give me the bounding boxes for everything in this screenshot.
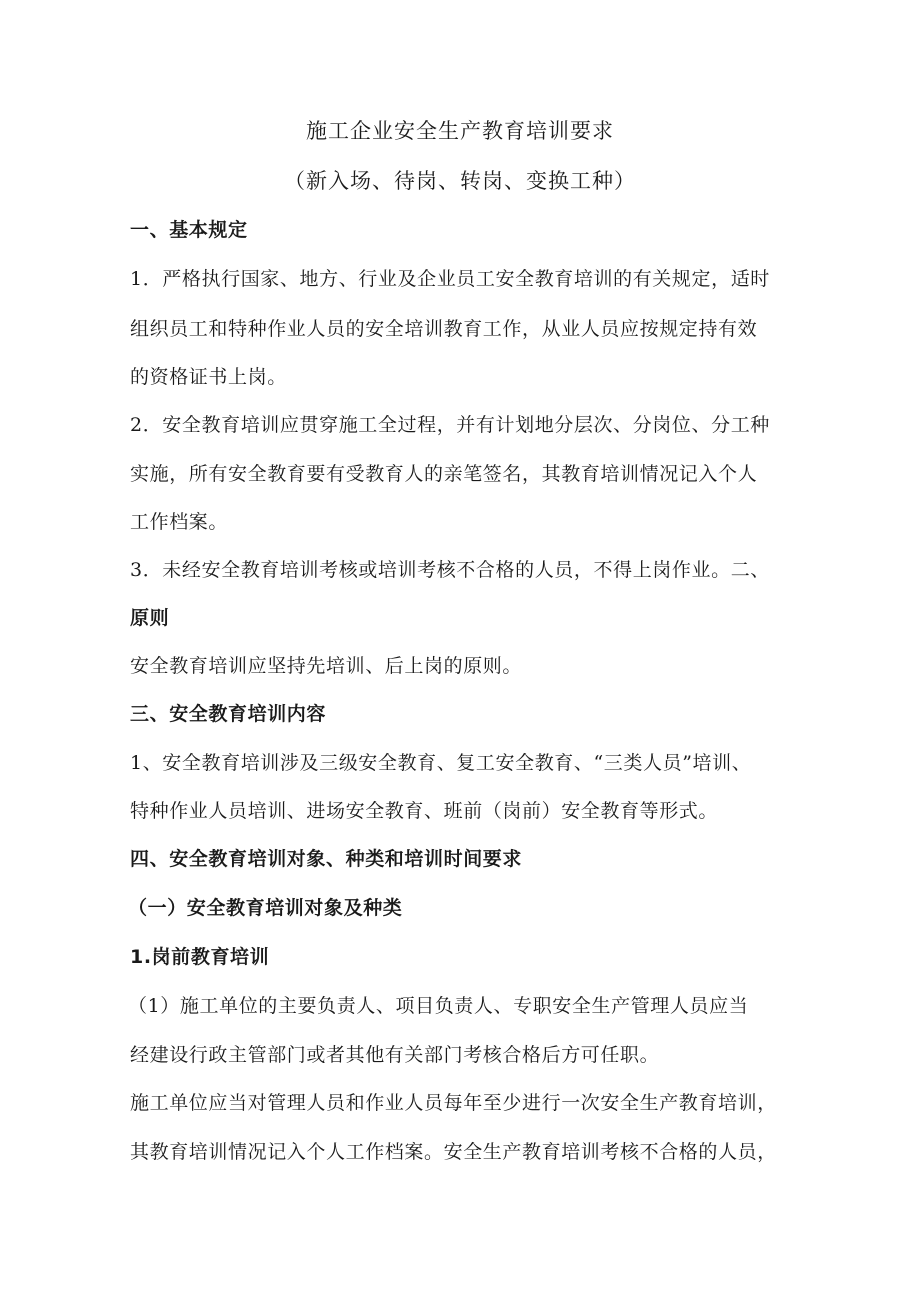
paragraph-line: 其教育培训情况记入个人工作档案。安全生产教育培训考核不合格的人员， — [130, 1141, 777, 1163]
item-heading-pre-job-training: 1.岗前教育培训 — [130, 946, 270, 968]
paragraph-line: 组织员工和特种作业人员的安全培训教育工作，从业人员应按规定持有效 — [130, 318, 758, 340]
section-heading-training-targets: 四、安全教育培训对象、种类和培训时间要求 — [130, 848, 523, 870]
paragraph-line: （1）施工单位的主要负责人、项目负责人、专职安全生产管理人员应当 — [128, 995, 749, 1017]
paragraph-line: 安全教育培训应坚持先培训、后上岗的原则。 — [130, 655, 523, 677]
paragraph-line: 的资格证书上岗。 — [130, 366, 287, 388]
paragraph-line: 2．安全教育培训应贯穿施工全过程，并有计划地分层次、分岗位、分工种 — [130, 414, 770, 436]
paragraph-line: 施工单位应当对管理人员和作业人员每年至少进行一次安全生产教育培训， — [130, 1092, 777, 1114]
paragraph-line: 特种作业人员培训、进场安全教育、班前（岗前）安全教育等形式。 — [130, 800, 719, 822]
paragraph-line: 工作档案。 — [130, 511, 229, 533]
paragraph-line: 3．未经安全教育培训考核或培训考核不合格的人员，不得上岗作业。二、 — [130, 559, 770, 581]
section-heading-basic-rules: 一、基本规定 — [130, 219, 248, 241]
paragraph-line: 1．严格执行国家、地方、行业及企业员工安全教育培训的有关规定，适时 — [130, 268, 770, 290]
document-title: 施工企业安全生产教育培训要求 — [306, 119, 614, 143]
section-heading-principles: 原则 — [130, 607, 170, 629]
subsection-heading-targets-types: （一）安全教育培训对象及种类 — [128, 897, 403, 919]
paragraph-line: 实施，所有安全教育要有受教育人的亲笔签名，其教育培训情况记入个人 — [130, 463, 758, 485]
paragraph-line: 1、安全教育培训涉及三级安全教育、复工安全教育、“三类人员”培训、 — [130, 752, 752, 774]
section-heading-training-content: 三、安全教育培训内容 — [130, 703, 327, 725]
paragraph-line: 经建设行政主管部门或者其他有关部门考核合格后方可任职。 — [130, 1044, 660, 1066]
document-subtitle: （新入场、待岗、转岗、变换工种） — [284, 169, 636, 193]
